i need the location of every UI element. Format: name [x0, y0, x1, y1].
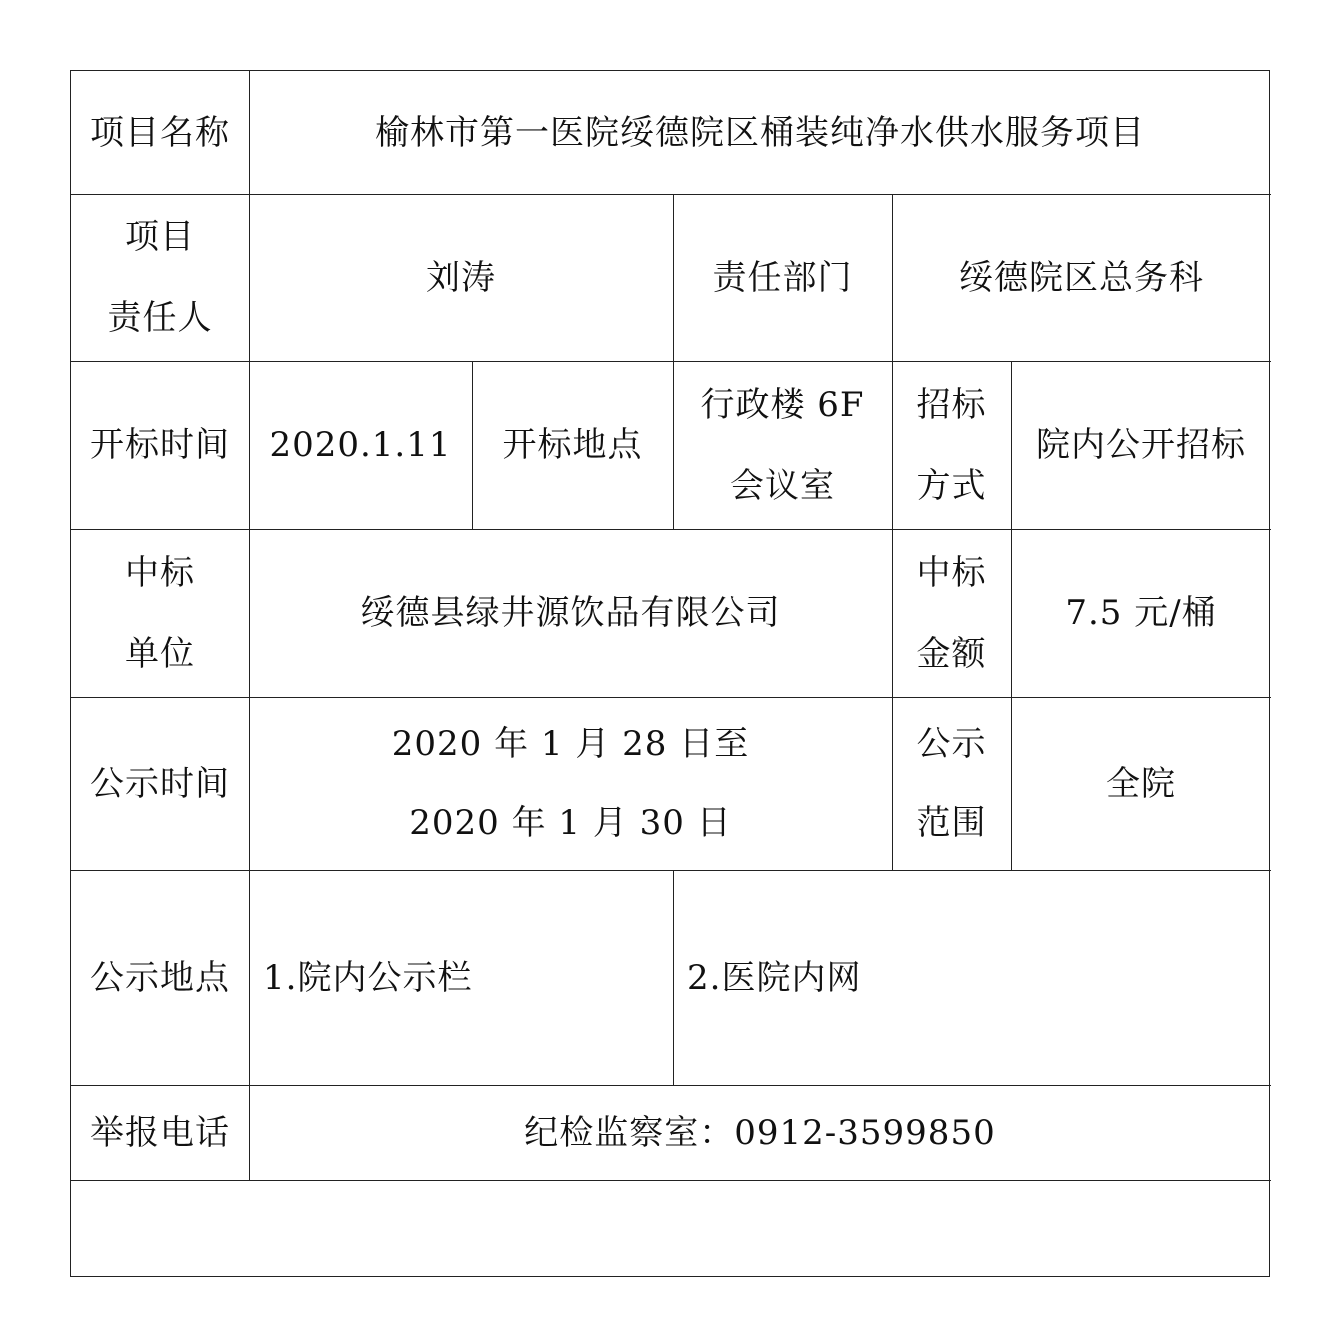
responsible-dept-label: 责任部门 [712, 257, 853, 298]
publicity-time-value: 2020 年 1 月 28 日至 2020 年 1 月 30 日 [391, 724, 750, 843]
winning-unit-label: 中标 单位 [125, 552, 195, 674]
project-name-value: 榆林市第一医院绥德院区桶装纯净水供水服务项目 [375, 112, 1145, 153]
project-owner-value: 刘涛 [426, 257, 496, 298]
publicity-place-item-2: 2.医院内网 [687, 957, 862, 998]
publicity-scope-label: 公示 范围 [916, 724, 987, 843]
bid-open-time-label: 开标时间 [90, 425, 230, 465]
publicity-place-label: 公示地点 [90, 957, 230, 998]
project-owner-label: 项目 责任人 [107, 217, 213, 338]
bid-method-label: 招标 方式 [916, 384, 987, 506]
report-phone-label: 举报电话 [90, 1112, 230, 1153]
bid-open-place-value: 行政楼 6F 会议室 [700, 384, 865, 506]
bid-open-place-label: 开标地点 [502, 425, 643, 465]
publicity-table [70, 70, 1270, 1277]
publicity-place-item-1: 1.院内公示栏 [263, 957, 473, 998]
winning-amount-label: 中标 金额 [916, 552, 987, 674]
bid-open-time-value: 2020.1.11 [269, 425, 452, 465]
winning-amount-value: 7.5 元/桶 [1065, 593, 1217, 633]
bid-method-value: 院内公开招标 [1036, 425, 1246, 465]
empty-row [71, 1180, 1271, 1278]
winning-unit-value: 绥德县绿井源饮品有限公司 [360, 593, 781, 633]
report-phone-value: 纪检监察室：0912-3599850 [524, 1112, 996, 1153]
project-name-label: 项目名称 [90, 112, 230, 153]
publicity-time-label: 公示时间 [90, 763, 230, 804]
publicity-scope-value: 全院 [1106, 763, 1176, 804]
responsible-dept-value: 绥德院区总务科 [959, 257, 1204, 298]
